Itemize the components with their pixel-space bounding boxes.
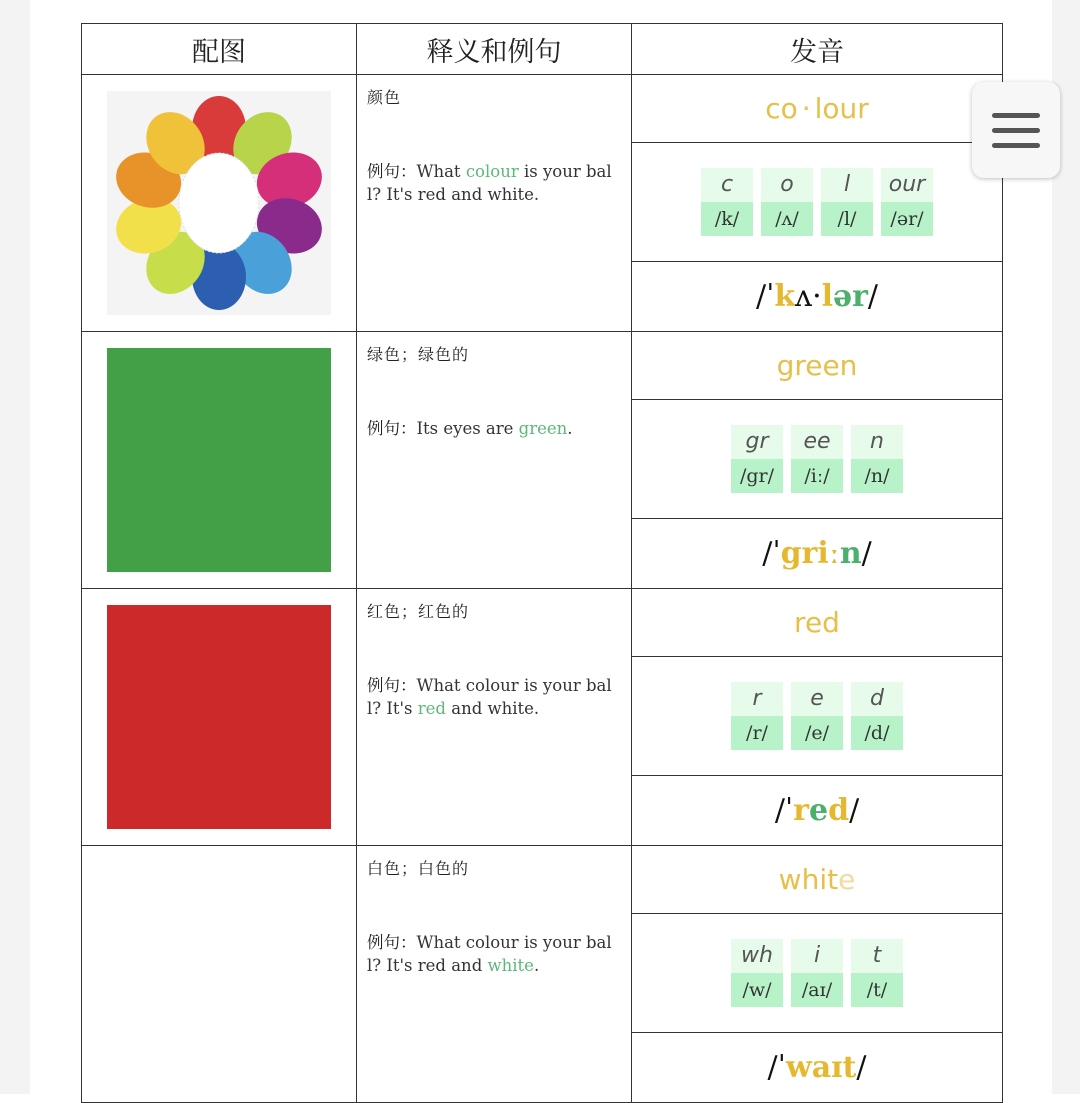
syllable-ipa: /k/ <box>701 202 753 236</box>
word-part: green <box>776 349 858 382</box>
hamburger-menu-icon[interactable] <box>972 82 1060 178</box>
ipa-bracket: / <box>867 278 879 314</box>
syllable-ipa: /gr/ <box>731 459 783 493</box>
syllable-ipa: /ʌ/ <box>761 202 813 236</box>
table-row <box>82 846 1003 1103</box>
ipa-bracket: / <box>849 792 860 828</box>
word-part: co <box>765 92 798 125</box>
ipa-segment: ər <box>833 278 868 314</box>
menu-bar <box>992 113 1040 118</box>
word-part: whit <box>778 863 839 896</box>
table-row <box>82 589 1003 846</box>
vocabulary-table <box>81 23 1003 1103</box>
definition-cell <box>357 75 632 332</box>
color-flower-image <box>107 91 331 315</box>
word-display <box>632 589 1002 657</box>
ipa-segment: t <box>842 1049 857 1085</box>
image-cell <box>82 589 357 846</box>
syllable-card[interactable] <box>731 682 783 750</box>
syllable-letters: t <box>851 939 903 973</box>
syllable-card[interactable] <box>701 168 753 236</box>
green-swatch <box>107 348 331 572</box>
ipa-segment: aɪ <box>811 1049 843 1085</box>
example-text: . <box>533 956 540 975</box>
syllable-ipa: /w/ <box>731 973 783 1007</box>
header-row <box>82 24 1003 75</box>
syllable-card[interactable] <box>761 168 813 236</box>
example-sentence <box>367 674 621 720</box>
syllable-ipa: /ər/ <box>881 202 933 236</box>
word-part: e <box>838 863 856 896</box>
syllable-ipa: /r/ <box>731 716 783 750</box>
syllable-letters: c <box>701 168 753 202</box>
definition-cell <box>357 589 632 846</box>
pronunciation-cell <box>632 846 1003 1103</box>
syllable-card[interactable] <box>881 168 933 236</box>
menu-bar <box>992 143 1040 148</box>
left-margin <box>0 0 30 1094</box>
phonetic-transcription <box>632 1033 1002 1101</box>
meaning-text: 绿色；绿色的 <box>367 345 470 364</box>
menu-bar <box>992 128 1040 133</box>
definition-cell <box>357 332 632 589</box>
syllable-card[interactable] <box>851 939 903 1007</box>
example-text: What colour is your ball? It's red and <box>367 933 612 975</box>
example-text: What <box>416 162 466 181</box>
table-row <box>82 75 1003 332</box>
ipa-segment: l <box>821 278 834 314</box>
image-cell <box>82 846 357 1103</box>
syllable-card[interactable] <box>821 168 873 236</box>
syllable-ipa: /e/ <box>791 716 843 750</box>
phonetic-transcription <box>632 776 1002 844</box>
syllable-letters: i <box>791 939 843 973</box>
syllable-ipa: /t/ <box>851 973 903 1007</box>
example-text: is your ball? It's red and white. <box>367 162 612 204</box>
syllable-breakdown <box>632 400 1002 519</box>
syllable-ipa: /aɪ/ <box>791 973 843 1007</box>
image-cell <box>82 75 357 332</box>
ipa-segment: k <box>774 278 796 314</box>
syllable-letters: wh <box>731 939 783 973</box>
syllable-letters: our <box>881 168 933 202</box>
ipa-segment: iː <box>817 535 840 571</box>
example-highlight: red <box>417 699 446 718</box>
ipa-bracket: /ˈ <box>774 792 794 828</box>
header-pronunciation: 发音 <box>632 24 1003 75</box>
example-sentence <box>367 160 621 206</box>
word-display <box>632 75 1002 143</box>
header-image: 配图 <box>82 24 357 75</box>
ipa-segment: gr <box>780 535 818 571</box>
syllable-letters: r <box>731 682 783 716</box>
example-label: 例句： <box>367 162 417 181</box>
white-swatch <box>107 862 331 1086</box>
example-text: Its eyes are <box>416 419 519 438</box>
example-label: 例句： <box>367 933 417 952</box>
example-text: . <box>567 419 573 438</box>
example-label: 例句： <box>367 676 417 695</box>
ipa-segment: ʌ· <box>795 278 822 314</box>
pronunciation-cell <box>632 75 1003 332</box>
table-row <box>82 332 1003 589</box>
definition-cell <box>357 846 632 1103</box>
syllable-letters: gr <box>731 425 783 459</box>
ipa-segment: r <box>793 792 809 828</box>
word-display <box>632 846 1002 914</box>
syllable-ipa: /l/ <box>821 202 873 236</box>
meaning-text: 红色；红色的 <box>367 602 470 621</box>
syllable-breakdown <box>632 657 1002 776</box>
syllable-card[interactable] <box>791 939 843 1007</box>
syllable-letters: l <box>821 168 873 202</box>
pronunciation-cell <box>632 589 1003 846</box>
syllable-ipa: /n/ <box>851 459 903 493</box>
example-sentence <box>367 417 621 440</box>
phonetic-transcription <box>632 262 1002 330</box>
syllable-ipa: /iː/ <box>791 459 843 493</box>
syllable-letters: ee <box>791 425 843 459</box>
syllable-card[interactable] <box>851 425 903 493</box>
syllable-card[interactable] <box>851 682 903 750</box>
syllable-breakdown <box>632 914 1002 1033</box>
ipa-segment: e <box>808 792 829 828</box>
ipa-bracket: / <box>856 1049 867 1085</box>
syllable-ipa: /d/ <box>851 716 903 750</box>
red-swatch <box>107 605 331 829</box>
syllable-letters: e <box>791 682 843 716</box>
example-highlight: white <box>487 956 534 975</box>
ipa-segment: w <box>785 1049 812 1085</box>
image-cell <box>82 332 357 589</box>
syllable-letters: n <box>851 425 903 459</box>
header-meaning: 释义和例句 <box>357 24 632 75</box>
syllable-card[interactable] <box>791 425 843 493</box>
example-sentence <box>367 931 621 977</box>
example-text: What colour is your ball? It's <box>367 676 612 718</box>
ipa-segment: n <box>839 535 862 571</box>
word-part: lour <box>814 92 869 125</box>
syllable-letters: d <box>851 682 903 716</box>
syllable-breakdown <box>632 143 1002 262</box>
example-text: and white. <box>445 699 540 718</box>
ipa-bracket: / <box>861 535 872 571</box>
syllable-letters: o <box>761 168 813 202</box>
example-highlight: colour <box>465 162 519 181</box>
syllable-card[interactable] <box>791 682 843 750</box>
ipa-bracket: /ˈ <box>755 278 775 314</box>
example-label: 例句： <box>367 419 417 438</box>
phonetic-transcription <box>632 519 1002 587</box>
pronunciation-cell <box>632 332 1003 589</box>
word-part: red <box>794 606 840 639</box>
syllable-card[interactable] <box>731 425 783 493</box>
syllable-card[interactable] <box>731 939 783 1007</box>
meaning-text: 颜色 <box>367 88 402 107</box>
ipa-bracket: /ˈ <box>767 1049 786 1085</box>
ipa-bracket: /ˈ <box>762 535 781 571</box>
meaning-text: 白色；白色的 <box>367 859 470 878</box>
word-display <box>632 332 1002 400</box>
word-part: · <box>801 92 811 125</box>
ipa-segment: d <box>828 792 850 828</box>
example-highlight: green <box>518 419 568 438</box>
